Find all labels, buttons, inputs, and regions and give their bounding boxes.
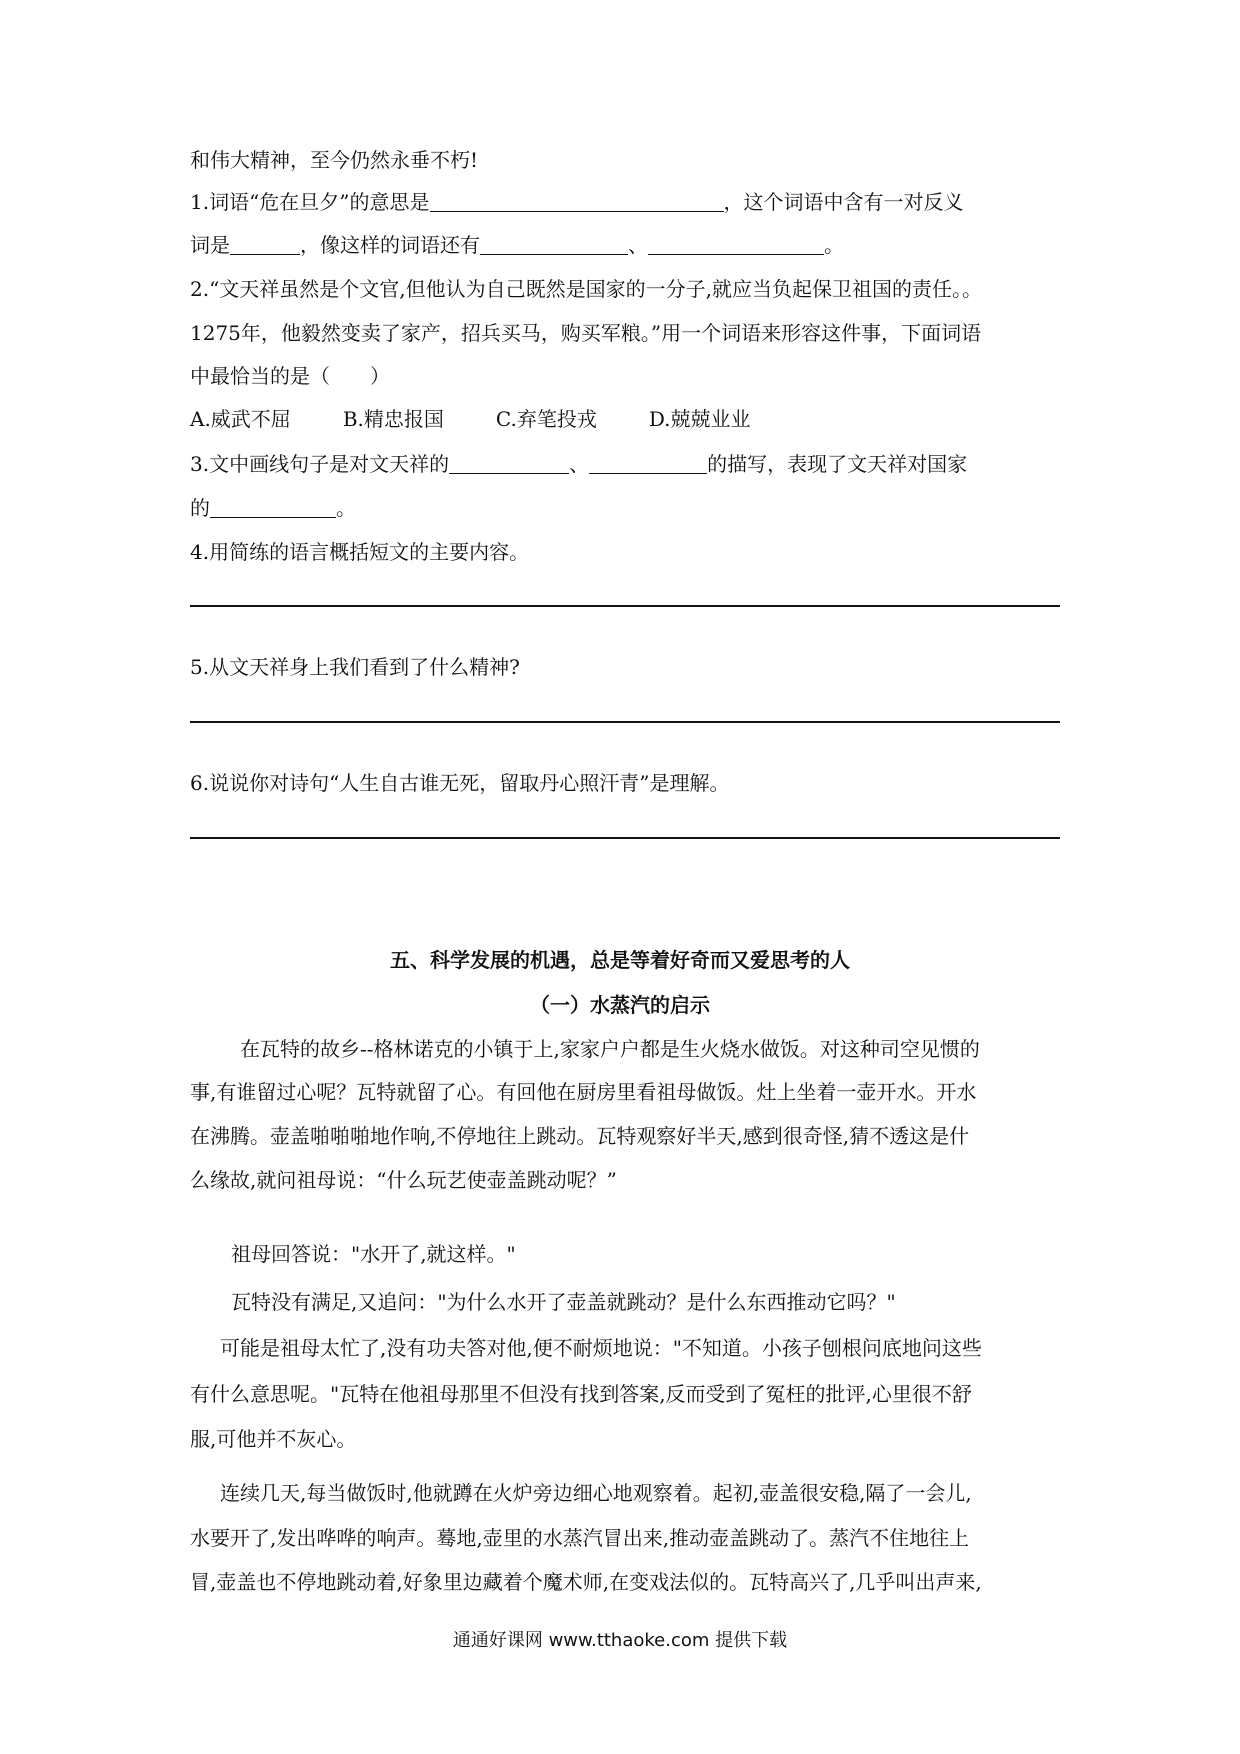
passage-line: 水要开了,发出哗哗的响声。蓦地,壶里的水蒸汽冒出来,推动壶盖跳动了。蒸汽不住地往上 xyxy=(190,1526,970,1550)
option-a[interactable]: A.威武不屈 xyxy=(190,407,291,431)
question-3-text-d: 的 xyxy=(190,496,210,520)
option-d[interactable]: D.兢兢业业 xyxy=(648,407,751,431)
answer-blank-q3-3[interactable] xyxy=(210,495,336,518)
passage-line: 冒,壶盖也不停地跳动着,好象里边藏着个魔术师,在变戏法似的。瓦特高兴了,几乎叫出声来, xyxy=(190,1570,982,1594)
passage-line: 在沸腾。壶盖啪啪啪地作响,不停地往上跳动。瓦特观察好半天,感到很奇怪,猜不透这是什 xyxy=(190,1124,970,1148)
question-1-text-c: 词是 xyxy=(190,233,230,257)
passage-line: 瓦特没有满足,又追问："为什么水开了壶盖就跳动？是什么东西推动它吗？" xyxy=(231,1290,896,1314)
answer-line-q6[interactable] xyxy=(190,837,1060,839)
question-5: 5.从文天祥身上我们看到了什么精神? xyxy=(190,655,520,679)
passage-title: （一）水蒸汽的启示 xyxy=(530,993,710,1017)
passage-line: 么缘故,就问祖母说：“什么玩艺使壶盖跳动呢？” xyxy=(190,1168,617,1192)
passage-line: 有什么意思呢。"瓦特在他祖母那里不但没有找到答案,反而受到了冤枉的批评,心里很不舒 xyxy=(190,1382,972,1406)
question-1-text-a: 1.词语“危在旦夕”的意思是 xyxy=(190,190,430,214)
question-3-line-2 xyxy=(190,494,1060,522)
page-footer: 通通好课网 www.tthaoke.com 提供下载 xyxy=(452,1630,788,1651)
question-3-text-c: 的描写，表现了文天祥对国家 xyxy=(707,452,968,476)
question-3-line-1 xyxy=(190,450,1060,478)
question-4: 4.用简练的语言概括短文的主要内容。 xyxy=(190,540,530,564)
question-1-text-f: 。 xyxy=(824,233,844,257)
question-2-line-2: 1275年，他毅然变卖了家产，招兵买马，购买军粮。”用一个词语来形容这件事，下面词语 xyxy=(190,321,982,345)
question-1-text-b: ，这个词语中含有一对反义 xyxy=(723,190,964,214)
question-1-text-d: ，像这样的词语还有 xyxy=(300,233,480,257)
passage-line: 服,可他并不灰心。 xyxy=(190,1427,357,1451)
section-title: 五、科学发展的机遇，总是等着好奇而又爱思考的人 xyxy=(390,948,850,972)
answer-blank-q1-meaning[interactable] xyxy=(430,189,724,212)
passage-line: 事,有谁留过心呢？瓦特就留了心。有回他在厨房里看祖母做饭。灶上坐着一壶开水。开水 xyxy=(190,1080,977,1104)
passage-line: 祖母回答说："水开了,就这样。" xyxy=(231,1242,516,1266)
question-2-line-3: 中最恰当的是（ ） xyxy=(190,364,390,388)
question-1-line-2 xyxy=(190,231,1060,259)
question-3-text-a: 3.文中画线句子是对文天祥的 xyxy=(190,452,450,476)
answer-line-q5[interactable] xyxy=(190,721,1060,723)
answer-blank-q3-2[interactable] xyxy=(589,451,707,474)
answer-line-q4[interactable] xyxy=(190,605,1060,607)
answer-blank-q1-similar-2[interactable] xyxy=(648,232,824,255)
passage-line: 连续几天,每当做饭时,他就蹲在火炉旁边细心地观察着。起初,壶盖很安稳,隔了一会儿, xyxy=(220,1481,972,1505)
answer-blank-q1-antonyms[interactable] xyxy=(230,232,300,255)
option-b[interactable]: B.精忠报国 xyxy=(342,407,444,431)
passage-line: 在瓦特的故乡--格林诺克的小镇于上,家家户户都是生火烧水做饭。对这种司空见惯的 xyxy=(240,1037,980,1061)
question-1-line-1 xyxy=(190,188,1060,216)
question-2-line-1: 2.“文天祥虽然是个文官,但他认为自己既然是国家的一分子,就应当负起保卫祖国的责任。。 xyxy=(190,277,983,301)
question-6: 6.说说你对诗句“人生自古谁无死，留取丹心照汗青”是理解。 xyxy=(190,771,730,795)
answer-blank-q3-1[interactable] xyxy=(449,451,569,474)
option-c[interactable]: C.弃笔投戎 xyxy=(495,407,597,431)
passage-line: 可能是祖母太忙了,没有功夫答对他,便不耐烦地说："不知道。小孩子刨根问底地问这些 xyxy=(220,1336,982,1360)
question-3-text-e: 。 xyxy=(336,496,356,520)
answer-blank-q1-similar-1[interactable] xyxy=(480,232,628,255)
question-3-text-b: 、 xyxy=(569,452,590,476)
question-1-text-e: 、 xyxy=(628,233,648,257)
intro-line: 和伟大精神，至今仍然永垂不朽! xyxy=(190,148,479,172)
question-2-options xyxy=(190,405,1060,433)
